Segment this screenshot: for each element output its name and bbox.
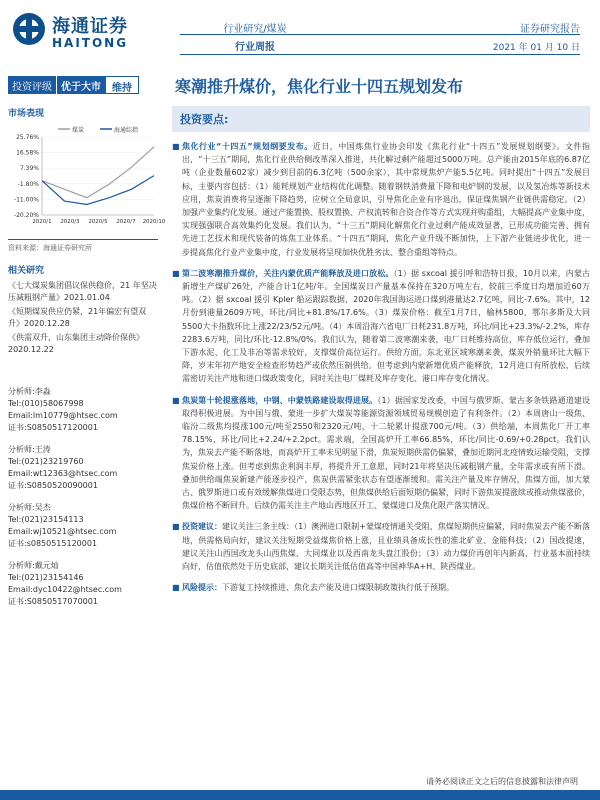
y-tick-label: 16.58% — [16, 149, 39, 157]
analyst-name: 分析师:王涛 — [8, 445, 51, 454]
analyst-email[interactable]: Email:wj10521@htsec.com — [8, 527, 117, 536]
footer-bar — [0, 790, 600, 800]
key-point — [172, 140, 590, 259]
bullet-icon: ■ — [172, 522, 180, 532]
analyst-tel: Tel:(021)23219760 — [8, 457, 84, 466]
related-item[interactable]: 《短期煤炭供应仍紧，21年偏宏有望双升》2020.12.28 — [8, 307, 147, 328]
x-tick-label: 2020/7 — [116, 219, 136, 225]
rating-value: 优于大市 — [56, 76, 105, 94]
analyst-tel: Tel:(021)23154146 — [8, 573, 84, 582]
y-tick-label: -1.80% — [17, 180, 39, 188]
bullet-icon: ■ — [172, 395, 180, 405]
legend-label: 煤炭 — [72, 127, 85, 134]
related-research — [8, 263, 158, 356]
bullet-icon: ■ — [172, 583, 180, 593]
market-title: 市场表现 — [8, 109, 45, 119]
series-line — [42, 176, 154, 205]
x-tick-label: 2020/1 — [32, 219, 52, 225]
analyst-cert: 证书:S0850517120001 — [8, 423, 98, 432]
key-point-lead: 焦化行业“十四五”规划纲要发布。 — [182, 142, 313, 151]
key-point-text: （1）据国家发改委，中国与俄罗斯、蒙古多条铁路通道建设取得积极进展。为中国与俄、蒙进一步扩大煤炭等能源资源领域贸易规模创造了有利条件。（2）本周唐山一级焦、临汾二级焦均提涨100元/吨至2550和2320元/吨，十二轮累计提涨700元/吨。（3）供给端，本周焦化厂开工率78.15%，环比/同比+2.24/+2.2pct。需求端，全国高炉开工率66.85%，环比/同比-0.69/+0.28pct。我们认为，焦炭去产能不断落地，而高炉开工率未见明显下滑，焦炭短期供需仍偏紧，叠加近期河北疫情致运输受阻，支撑焦炭价格上涨。但考虑到焦企利润丰厚，将提升开工意愿，同时21年将坚决压减粗钢产量，全年需求或有所下滑。叠加供给端焦炭新建产能逐步投产，焦炭供需紧张状态有望逐渐缓和。需关注产量及库存情况，焦煤方面，加大蒙古、俄罗斯进口或有效缓解焦煤进口受限态势，但焦煤供给后面短期仍偏紧，同时下游焦炭提涨续或推动焦煤涨价，焦煤价格不断回升。后续仍需关注主产地山西地区开工、蒙煤进口及焦化限产落实情况。 — [182, 395, 590, 511]
key-point — [172, 394, 590, 513]
y-tick-label: -20.20% — [13, 212, 39, 219]
report-type: 行业周报 — [235, 42, 275, 53]
key-point-text: 建议关注三条主线：（1）澳洲进口限制+蒙煤疫情通关受阻，焦煤短期供应偏紧，同时焦炭去产能不断落地，供需格局向好，建议关注短期受益煤焦价格上涨，且业绩具备成长性的淮北矿业、金能科技；（2）国改提速，建议关注山西国改龙头山西焦煤、大同煤业以及西南龙头盘江股份；（3）动力煤价再创年内新高，行业基本面持续向好，估值依然处于历史底部，建议长期关注低估值高等中国神华A+H、陕西煤业。 — [182, 522, 591, 572]
analyst-tel: Tel:(021)23154113 — [8, 515, 84, 524]
key-point — [172, 267, 590, 386]
key-point-text: 下游复工持续推进、焦化去产能及进口煤限制政策执行低于预期。 — [222, 583, 454, 593]
key-point-lead: 焦炭第十轮提涨落地，中钢、中蒙铁路建设取得进展。 — [182, 395, 378, 405]
sidebar — [8, 106, 166, 608]
rating-label: 投资评级 — [8, 76, 56, 94]
report-category: 行业研究/煤炭 — [223, 24, 287, 35]
logo-icon — [12, 12, 46, 46]
key-point-lead: 风险提示： — [182, 583, 222, 593]
key-point-lead: 第二波寒潮推升煤价，关注内蒙优质产能释放及进口放松。 — [182, 268, 394, 278]
brand-logo — [12, 10, 152, 54]
related-title: 相关研究 — [8, 266, 45, 276]
report-kind: 证券研究报告 — [520, 24, 580, 35]
analyst-name: 分析师:戴元灿 — [8, 561, 59, 570]
market-chart-svg — [8, 123, 166, 233]
investment-rating — [8, 76, 163, 94]
analyst-list — [8, 386, 158, 608]
report-date: 2021 年 01 月 10 日 — [492, 43, 580, 53]
section-header: 投资要点: — [172, 106, 590, 132]
y-tick-label: 25.76% — [16, 134, 39, 141]
rating-status: 维持 — [105, 76, 139, 94]
x-tick-label: 2020/5 — [88, 219, 108, 225]
main-content — [172, 106, 590, 603]
brand-name-cn: 海通证券 — [52, 16, 128, 37]
y-tick-label: -11.00% — [13, 196, 39, 204]
key-point — [172, 520, 590, 573]
analyst-email[interactable]: Email:wt12363@htsec.com — [8, 469, 118, 478]
analyst-cert: 证书:s0850515120001 — [8, 539, 98, 548]
key-point-text: 近日，中国炼焦行业协会印发《焦化行业“十四五”发展规划纲要》。文件指出，“十三五”期间，焦化行业供给侧改革深入推进，共化解过剩产能超过5000万吨。总产能由2015年底的6.87亿吨（企业数量602家）减少到目前的6.3亿吨（500余家），其中常规焦炉产能5.5亿吨。同时提出“十四五”发展目标，主要内容包括：（1）能耗规划产业结构优化调整。随着钢铁消费量下降和电炉钢的发展，以及氢冶炼等新技术应用，焦炭消费将呈逐渐下降趋势，应树立全局意识，引导焦化企业有序退出，保证煤焦钢产业链供需稳定。（2）加强产业集约化发展。通过产能置换、股权置换、产权流转和合资合作等方式实现并购重组，大幅提高产业集中度，实现强强联合高效集约化发展。我们认为，“十三五”期间化解焦化行业过剩产能成效显著，已形成功能完善、拥有先进工艺技术和现代装备的炼焦工业体系。“十四五”期间，焦化产业升级不断加快，上下游产业链进步优化，进一步提高焦化行业产业集中度，行业发展将呈现加快优胜劣汰、整合重组等特点。 — [182, 142, 590, 257]
key-point-text: （1）据 sxcoal 援引呼和浩特日报，10月以来，内蒙古新增生产煤矿26处，产能合计1亿吨/年。全国煤炭日产量基本保持在320万吨左右，较前三季度日均增加近60万吨。（2）据 sxcoal 援引 Kpler 船运跟踪数据，2020年我国海运进口煤到港量达2.7亿吨，同比-7.6%。其中，12月份到港量2609万吨，环比/同比+81.8%/17.6%。（3）煤炭价格：截至1月7日，榆林5800、鄂尔多斯及大同5500大卡指数环比上涨22/23/52元/吨。（4）本周沿海六省电厂日耗231.8万吨，环比/同比+23.3%/-2.2%，库存2283.6万吨，同比/环比-12.8%/0%。我们认为，随着第二波寒潮来袭，电厂日耗维持高位，库存低位运行，叠加下游水泥、化工及非冶等需求较好，支撑煤价高位运行。供给方面，东北亚区域寒潮来袭，煤炭外销量环比大幅下降，岁末年初产地安全检查形势趋严或依然压制供给。但考虑到内蒙新增优质产能释放，12月进口有所放松，后续需密切关注产地和进口煤政策变化，同时关注电厂煤耗及库存变化、港口库存变化情况。 — [182, 268, 590, 384]
analyst-email[interactable]: Email:lm10779@htsec.com — [8, 411, 118, 420]
x-tick-label: 2020/10 — [142, 219, 166, 225]
market-chart — [8, 123, 166, 233]
bullet-icon: ■ — [172, 268, 180, 278]
x-tick-label: 2020/3 — [60, 219, 80, 225]
report-title: 寒潮推升煤价，焦化行业十四五规划发布 — [175, 77, 464, 96]
analyst-name: 分析师:吴杰 — [8, 503, 51, 512]
header-divider — [180, 54, 580, 55]
y-tick-label: 7.39% — [19, 165, 39, 173]
analyst-cert: 证书:S0850520090001 — [8, 481, 98, 490]
related-item[interactable]: 《七大煤炭集团倡议保供稳价，21 年坚决压减粗钢产量》2021.01.04 — [8, 281, 157, 302]
chart-source: 资料来源：海通证券研究所 — [8, 239, 158, 253]
brand-name-en: HAITONG — [52, 36, 129, 50]
analyst-tel: Tel:(010)58067998 — [8, 399, 84, 408]
report-header — [0, 0, 600, 62]
bullet-icon: ■ — [172, 142, 180, 151]
related-item[interactable]: 《供需双升，山东集团主动降价保供》2020.12.22 — [8, 333, 144, 354]
series-line — [42, 147, 154, 198]
key-point-lead: 投资建议： — [182, 522, 223, 532]
legend-label: 海通综指 — [114, 127, 139, 134]
key-point — [172, 581, 590, 594]
analyst-email[interactable]: Email:dyc10422@htsec.com — [8, 585, 122, 594]
analyst-name: 分析师:李淼 — [8, 387, 51, 396]
analyst-cert: 证书:S0850517070001 — [8, 597, 98, 606]
footer-disclaimer: 请务必阅读正文之后的信息披露和法律声明 — [426, 777, 578, 786]
